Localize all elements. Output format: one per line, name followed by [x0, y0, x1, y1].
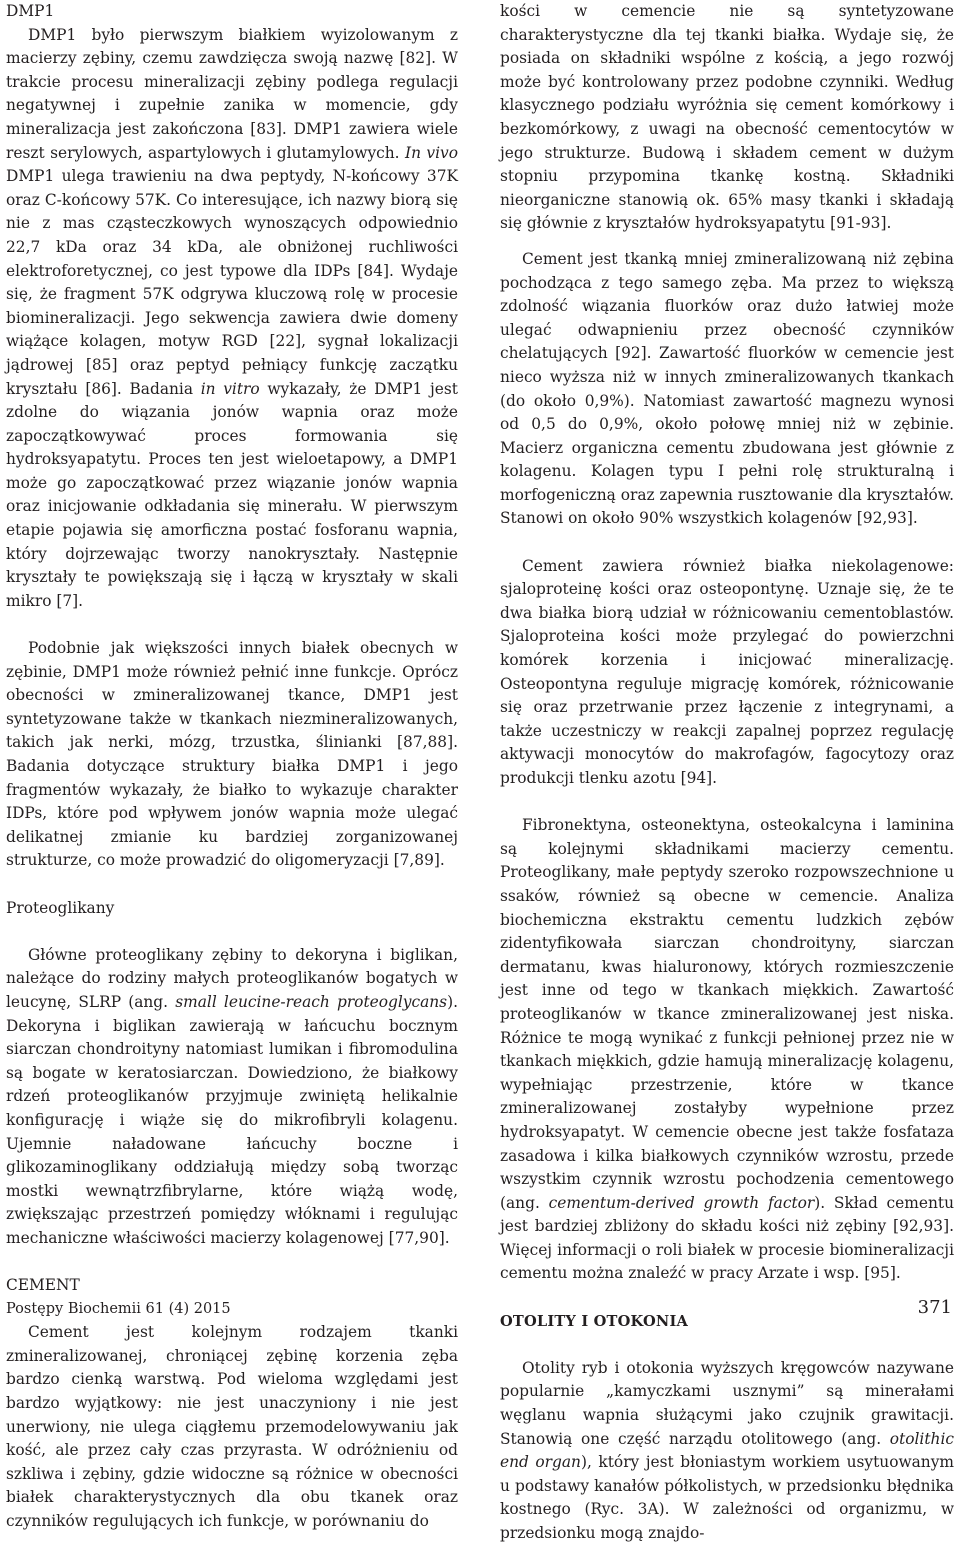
- paragraph-cement-continued: kości w cemencie nie są syntetyzowane charakterystyczne dla tej tkanki białka. Wydaje się, że posiada on składniki wspólne z kością, a jego rozwój może być kontrolowany przez podobne czynniki. Według klasycznego podziału wyróżnia się cement komórkowy i bezkomórkowy, z uwagi na obecność cementocytów w jego strukturze. Budową i składem cement w dużym stopniu przypomina tkankę kostną. Składniki nieorganiczne stanowią ok. 65% masy tkanki i składają się głównie z kryształów hydroksyapatytu [91-93].: [500, 2, 954, 233]
- journal-citation-footer: Postępy Biochemii 61 (4) 2015: [6, 1301, 231, 1317]
- paragraph-proteoglikany: Główne proteoglikany zębiny to dekoryna i biglikan, należące do rodziny małych proteoglikanów bogatych w leucynę, SLRP (ang. small leucine-reach proteoglycans). Dekoryna i biglikan zawierają w łańcuchu bocznym siarczan chondroityny natomiast lumikan i fibromodulina są bogate w keratosiarczan. Dowiedziono, że białkowy rdzeń proteoglikanów przyjmuje zwiniętą helikalnie konfigurację i wiąże się do mikrofibryli kolagenu. Ujemnie naładowane łańcuchy boczne i glikozaminoglikany oddziałują między sobą tworząc mostki wewnątrzfibrylarne, które wiążą wodę, zwiększając przestrzeń pomiędzy włóknami i regulując mechaniczne właściwości macierzy kolagenowej [77,90].: [6, 945, 458, 1247]
- paragraph-dmp1-functions: Podobnie jak większości innych białek obecnych w zębinie, DMP1 może również pełnić inne funkcje. Oprócz obecności w zmineralizowanej tkance, DMP1 jest syntetyzowane także w tkankach niezmineralizowanych, takich jak nerki, mózg, trzustka, ślinianki [87,88]. Badania dotyczące struktury białka DMP1 i jego fragmentów wykazały, że białko to wykazuje charakter IDPs, które pod wpływem jonów wapnia może ulegać delikatnej zmianie ku bardziej zorganizowanej strukturze, co może prowadzić do oligomeryzacji [7,89].: [6, 639, 458, 870]
- section-heading-proteoglikany: Proteoglikany: [6, 898, 115, 917]
- right-column: [500, 0, 954, 1546]
- paragraph-otolity: Otolity ryb i otokonia wyższych kręgowców nazywane popularnie „kamyczkami usznymi” są minerałami węglanu wapnia służącymi jako czujnik grawitacji. Stanowią one część narządu otolitowego (ang. otolithic end organ), który jest błoniastym workiem usytuowanym u podstawy kanałów półkolistych, w przedsionku błędnika kostnego (Ryc. 3A). W zależności od organizmu, w przedsionku mogą znajdo-: [500, 1358, 955, 1542]
- paragraph-cement-mineralization: Cement jest tkanką mniej zmineralizowaną niż zębina pochodząca z tego samego zęba. Ma przez to większą zdolność wiązania fluorków oraz dużo łatwiej może ulegać odwapnieniu przez obecność czynników chelatujących [92]. Zawartość fluorków w cemencie jest nieco wyższa niż w innych zmineralizowanych tkankach (do około 0,9%). Natomiast zawartość magnezu wynosi od 0,5 do 0,9%, około połowę mniej niż w zębinie. Macierz organiczna cementu zbudowana jest głównie z kolagenu. Kolagen typu I pełni rolę strukturalną i morfogeniczną oraz zapewnia rusztowanie dla kryształów. Stanowi on około 90% wszystkich kolagenów [92,93].: [500, 249, 954, 528]
- paragraph-dmp1-intro: DMP1 było pierwszym białkiem wyizolowanym z macierzy zębiny, czemu zawdzięcza swoją nazwę [82]. W trakcie procesu mineralizacji zębiny podlega regulacji negatywnej i zupełnie zanika w momencie, gdy mineralizacja jest zakończona [83]. DMP1 zawiera wiele reszt serylowych, aspartylowych i glutamylowych. In vivo DMP1 ulega trawieniu na dwa peptydy, N-końcowy 37K oraz C-końcowy 57K. Co interesujące, ich nazwy biorą się nie z mas cząsteczkowych wynoszących odpowiednio 22,7 kDa oraz 34 kDa, ale obniżonej ruchliwości elektroforetycznej, co jest typowe dla IDPs [84]. Wydaje się, że fragment 57K odgrywa kluczową rolę w procesie biomineralizacji. Jego sekwencja zawiera dwie domeny wiążące kolagen, motyw RGD [22], sygnał lokalizacji jądrowej [85] oraz peptyd pełniący funkcję zaczątku kryształu [86]. Badania in vitro wykazały, że DMP1 jest zdolne do wiązania jonów wapnia oraz może zapoczątkowywać proces formowania się hydroksyapatytu. Proces ten jest wieloetapowy, a DMP1 może go zapoczątkować przez wiązanie jonów wapnia oraz inicjowanie odkładania się minerału. W pierwszym etapie pojawia się amorficzna postać fosforanu wapnia, który dojrzewając tworzy nanokryształy. Następnie kryształy te powiększają się i łączą w kryształy w skali mikro [7].: [6, 25, 458, 610]
- page-number: 371: [917, 1297, 952, 1318]
- section-heading-dmp1: DMP1: [6, 2, 55, 20]
- paragraph-cement-matrix: Fibronektyna, osteonektyna, osteokalcyna i laminina są kolejnymi składnikami macierzy cementu. Proteoglikany, małe peptydy szeroko rozpowszechnione u ssaków, również są obecne w cemencie. Analiza biochemiczna ekstraktu cementu ludzkich zębów zidentyfikowała siarczan chondroityny, siarczan dermatanu, kwas hialuronowy, których rozmieszczenie jest inne od tego w tkankach miękkich. Zawartość proteoglikanów w tkance zmineralizowanej jest niska. Różnice te mogą wynikać z funkcji pełnionej przez nie w tkankach miękkich, gdzie hamują mineralizację kolagenu, wypełniając przestrzenie, które w tkance zmineralizowanej zostałyby wypełnione przez hydroksyapatyt. W cemencie obecne jest także fosfataza zasadowa i kilka białkowych czynników wzrostu, przede wszystkim czynnik wzrostu pochodzenia cementowego (ang. cementum-derived growth factor). Skład cementu jest bardziej zbliżony do składu kości niż zębiny [92,93]. Więcej informacji o roli białek w procesie biomineralizacji cementu można znaleźć w pracy Arzate i wsp. [95].: [500, 816, 954, 1283]
- section-heading-cement: CEMENT: [6, 1276, 80, 1295]
- section-heading-otolity: OTOLITY I OTOKONIA: [500, 1312, 689, 1330]
- paragraph-cement-intro: Cement jest kolejnym rodzajem tkanki zmineralizowanej, chroniącej zębinę korzenia zęba bardzo cienką warstwą. Pod wieloma względami jest bardzo wyjątkowy: nie jest unaczyniony i nie jest unerwiony, nie ulega ciągłemu przemodelowywaniu jak kość, ale przez cały czas przyrasta. W odróżnieniu od szkliwa i zębiny, gdzie widoczne są różnice w obecności białek charakterystycznych dla obu tkanek oraz czynników regulujących ich funkcje, w porównaniu do: [6, 1323, 458, 1530]
- paragraph-cement-noncollagen: Cement zawiera również białka niekolagenowe: sjaloproteinę kości oraz osteopontynę. Uznaje się, że te dwa białka biorą udział w różnicowaniu cementoblastów. Sjaloproteina kości może przylegać do powierzchni komórek korzenia i inicjować mineralizację. Osteopontyna reguluje migrację komórek, różnicowanie się oraz przetrwanie przez łączenie z integrynami, a także uczestniczy w reakcji zapalnej poprzez regulację aktywacji monocytów do makrofagów, fagocytozy oraz produkcji tlenku azotu [94].: [500, 556, 954, 787]
